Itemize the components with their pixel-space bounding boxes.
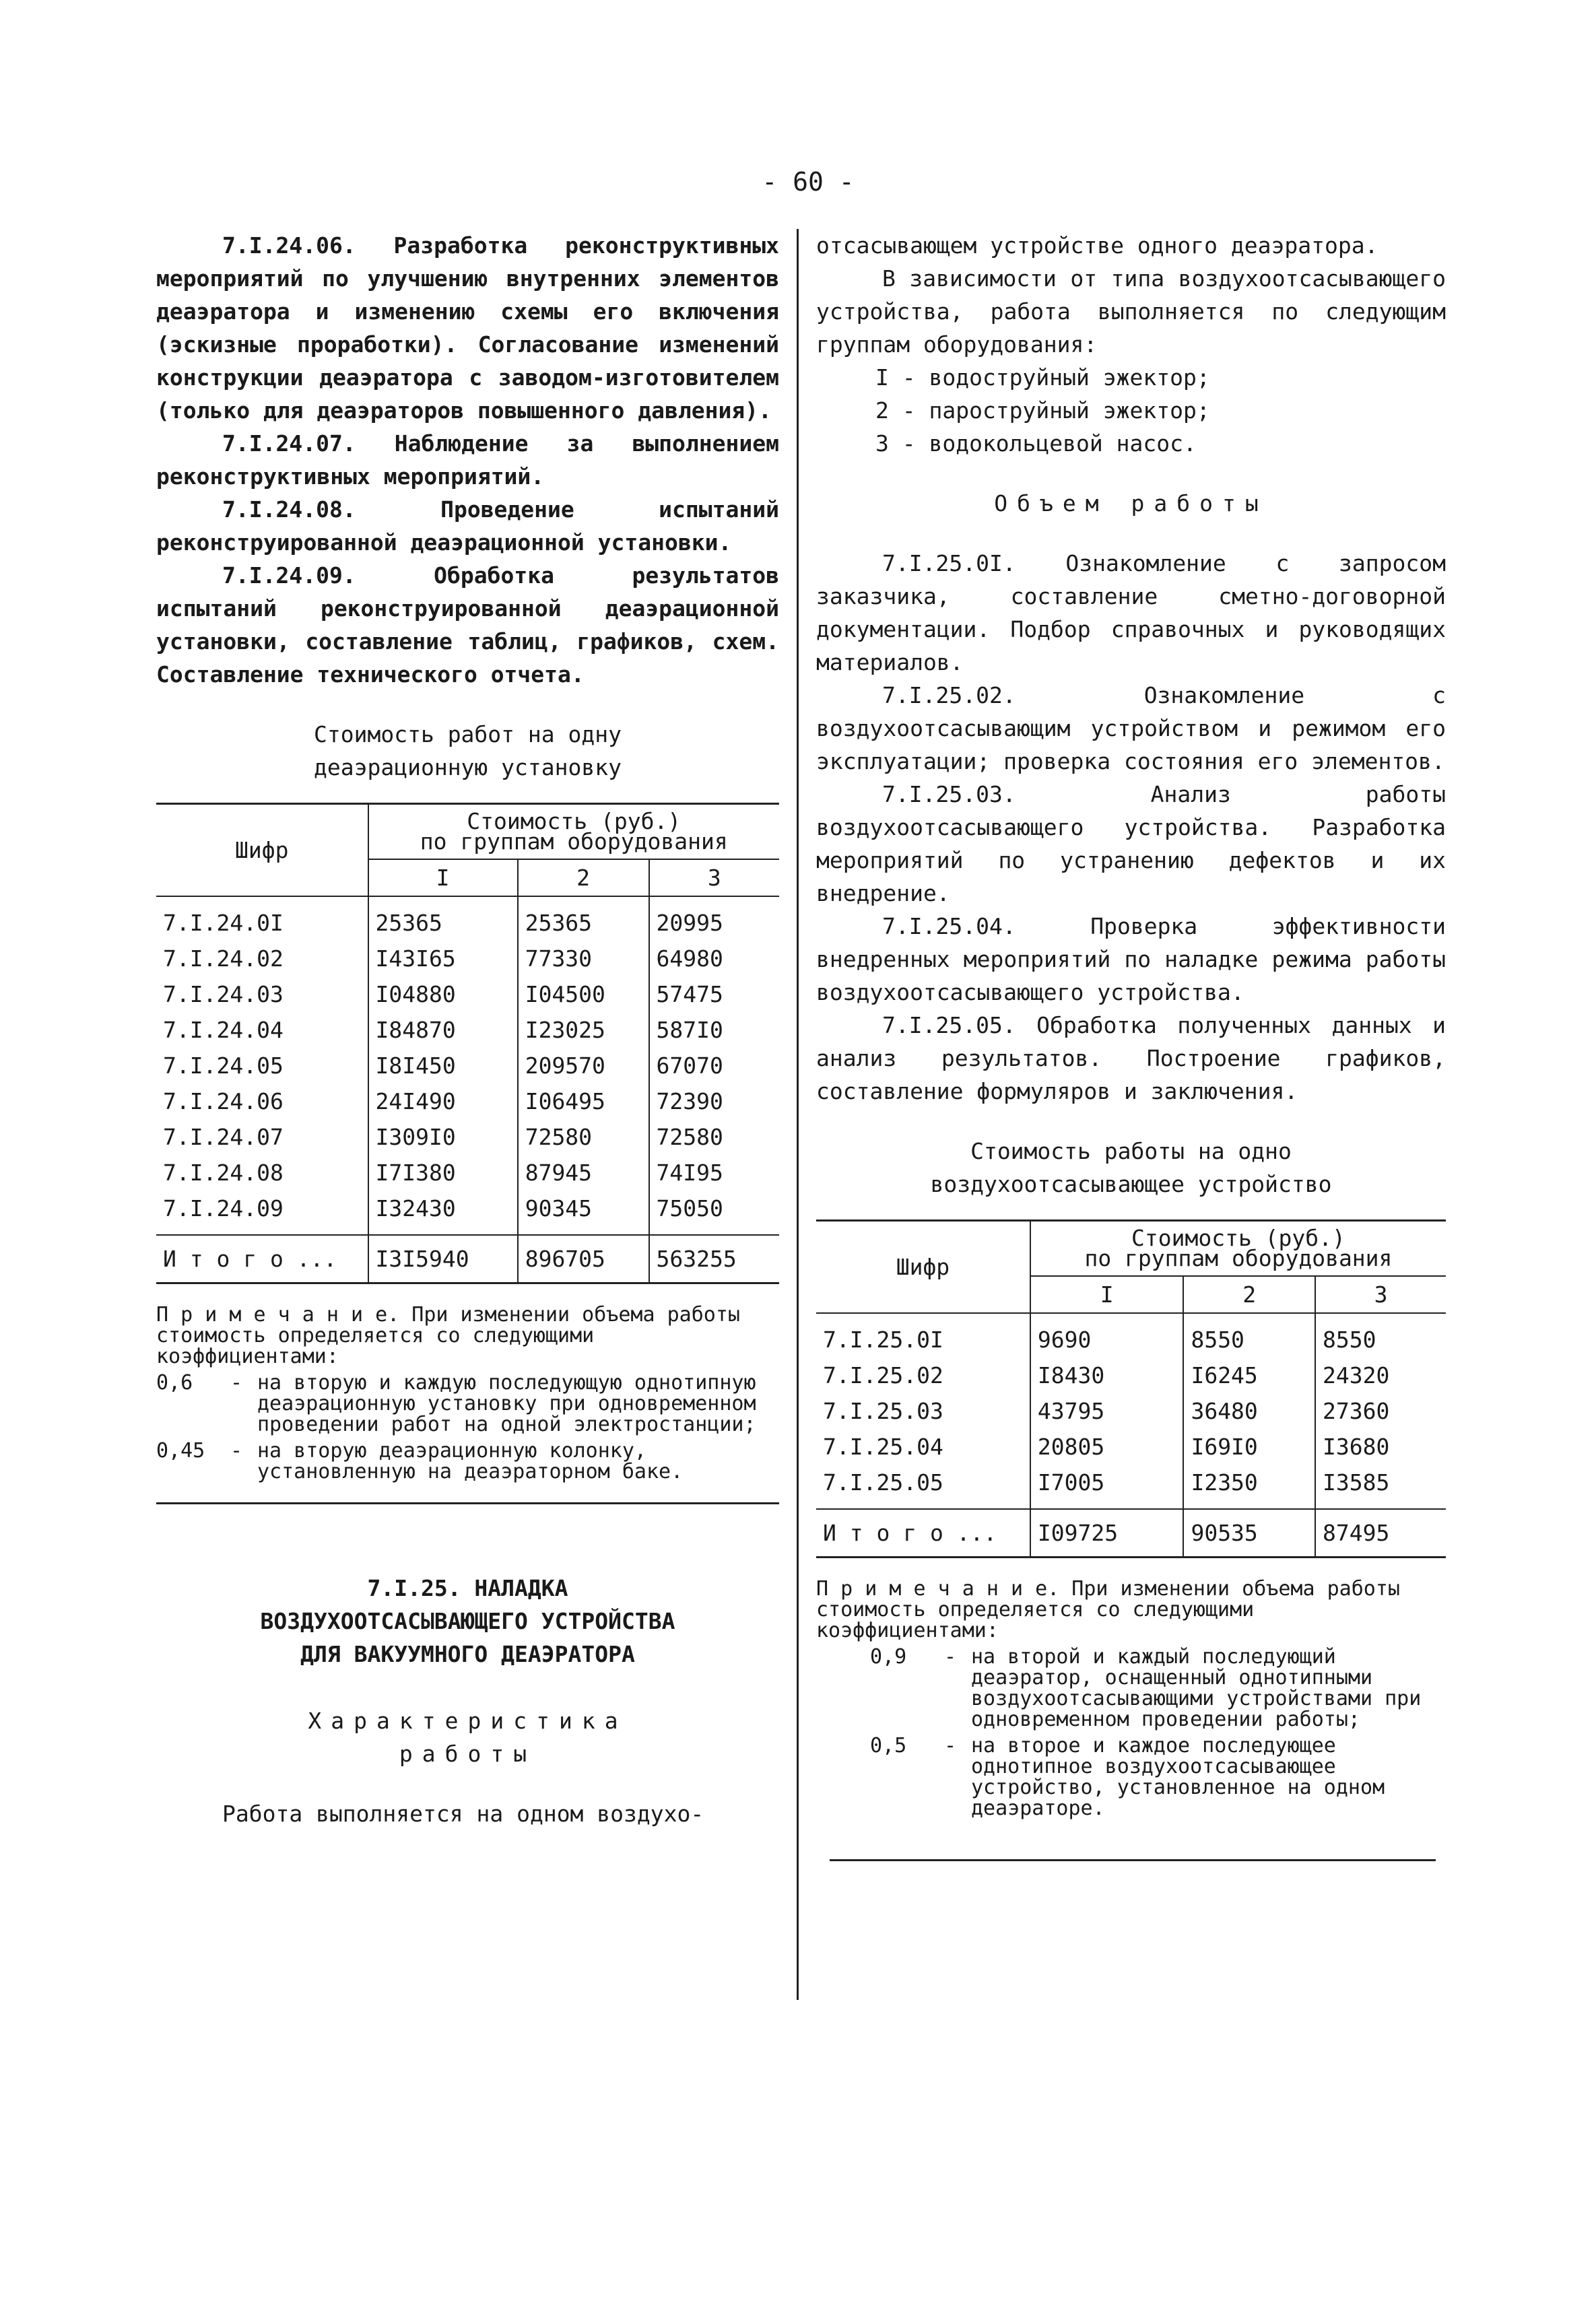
row-cost: I3680 <box>1315 1429 1446 1465</box>
table-caption: Стоимость работы на одно воздухоотсасывающее устройство <box>930 1138 1332 1197</box>
row-cost: 209570 <box>518 1048 649 1083</box>
cost-header: Стоимость (руб.) по группам оборудования <box>368 805 780 859</box>
table-row <box>156 976 779 1012</box>
note-title: П р и м е ч а н и е. <box>816 1577 1060 1601</box>
row-cost: 8550 <box>1183 1313 1315 1358</box>
row-cost: I3585 <box>1315 1465 1446 1509</box>
row-code: 7.I.25.03 <box>823 1398 943 1424</box>
row-cost: 36480 <box>1183 1393 1315 1429</box>
note-coef: 0,6 <box>156 1371 193 1395</box>
group-header: 3 <box>1315 1276 1446 1313</box>
note: П р и м е ч а н и е. При изменении объема работы стоимость определяется со следующими коэффициентами: 0,9 - на второй и каждый последующий деаэратор, оснащенный однотипными воздухоотсасывающими устройствами при одновременном проведении работы; 0,5 - на второе и каждое последующее однотипное воздухоотсасывающее устройство, установленное на одном деаэраторе. <box>816 1578 1446 1861</box>
code-header: Шифр <box>156 805 368 896</box>
paragraph-7-1-24-06: 7.I.24.06. Разработка реконструктивных мероприятий по улучшению внутренних элементов деаэратора и изменению схемы его включения (эскизные проработки). Согласование изменений конструкции деаэратора с заводом-изготовителем (только для деаэраторов повышенного давления). <box>156 232 779 424</box>
group-item: I - водоструйный эжектор; <box>875 364 1210 391</box>
continuation-text: отсасывающем устройстве одного деаэратора. <box>816 232 1378 259</box>
row-cost: I7005 <box>1030 1465 1184 1509</box>
row-cost: I6245 <box>1183 1358 1315 1393</box>
row-cost: I32430 <box>368 1191 518 1235</box>
row-cost: 87945 <box>518 1155 649 1191</box>
row-cost: 8550 <box>1315 1313 1446 1358</box>
table-row <box>816 1429 1446 1465</box>
group-header: 3 <box>649 859 779 896</box>
group-header: I <box>368 859 518 896</box>
table-row <box>156 941 779 976</box>
paragraph-7-1-24-09: 7.I.24.09. Обработка результатов испытаний реконструированной деаэрационной установки, составление таблиц, графиков, схем. Составление технического отчета. <box>156 562 779 688</box>
row-cost: 75050 <box>649 1191 779 1235</box>
table-row <box>816 1465 1446 1509</box>
table-row <box>816 1358 1446 1393</box>
table-row <box>156 1012 779 1048</box>
row-cost: 24320 <box>1315 1358 1446 1393</box>
table-row <box>156 1155 779 1191</box>
paragraph-7-1-25-01: 7.I.25.0I. Ознакомление с запросом заказчика, составление сметно-договорной документации. Подбор справочных и руководящих материалов. <box>816 550 1446 675</box>
note-item-text: на второе и каждое последующее однотипное воздухоотсасывающее устройство, установленное на одном деаэраторе. <box>971 1734 1385 1820</box>
row-code: 7.I.25.05 <box>823 1469 943 1496</box>
row-code: 7.I.24.04 <box>163 1017 284 1043</box>
row-cost: 77330 <box>518 941 649 976</box>
row-cost: I23025 <box>518 1012 649 1048</box>
row-code: 7.I.25.04 <box>823 1434 943 1460</box>
code-header: Шифр <box>816 1222 1030 1313</box>
table-row <box>156 1048 779 1083</box>
note-coef: 0,45 <box>156 1439 205 1463</box>
note-item-text: на вторую и каждую последующую однотипную деаэрационную установку при одновременном проведении работ на одной электростанции; <box>257 1371 756 1436</box>
row-cost: 67070 <box>649 1048 779 1083</box>
right-column <box>816 229 1446 1861</box>
row-code: 7.I.24.0I <box>163 910 284 936</box>
left-column <box>156 229 779 1830</box>
cost-table-air-extractor <box>816 1219 1446 1558</box>
paragraph-7-1-25-02: 7.I.25.02. Ознакомление с воздухоотсасывающим устройством и режимом его эксплуатации; проверка состояния его элементов. <box>816 682 1446 774</box>
row-cost: 20995 <box>649 896 779 941</box>
row-cost: I69I0 <box>1183 1429 1315 1465</box>
row-cost: 587I0 <box>649 1012 779 1048</box>
row-cost: 24I490 <box>368 1083 518 1119</box>
group-item: 2 - пароструйный эжектор; <box>875 397 1210 424</box>
group-item: 3 - водокольцевой насос. <box>875 430 1197 457</box>
row-code: 7.I.25.0I <box>823 1327 943 1353</box>
characteristic-text: Работа выполняется на одном воздухо- <box>222 1801 704 1827</box>
note: П р и м е ч а н и е. При изменении объема работы стоимость определяется со следующими коэффициентами: 0,6 - на вторую и каждую последующую однотипную деаэрационную установку при одновременном проведении работ на одной электростанции; 0,45 - на вторую деаэрационную колонку, установленную на деаэраторном баке. <box>156 1304 779 1504</box>
group-header: I <box>1030 1276 1184 1313</box>
table-row <box>816 1393 1446 1429</box>
row-cost: 90345 <box>518 1191 649 1235</box>
row-cost: 72580 <box>649 1119 779 1155</box>
row-cost: 9690 <box>1030 1313 1184 1358</box>
row-cost: I06495 <box>518 1083 649 1119</box>
equipment-groups <box>816 361 1446 460</box>
paragraph-7-1-25-05: 7.I.25.05. Обработка полученных данных и анализ результатов. Построение графиков, составление формуляров и заключения. <box>816 1012 1446 1104</box>
note-item-text: на второй и каждый последующий деаэратор, оснащенный однотипными воздухоотсасывающими устройствами при одновременном проведении работы; <box>971 1645 1422 1731</box>
table-row <box>816 1313 1446 1358</box>
paragraph-7-1-25-03: 7.I.25.03. Анализ работы воздухоотсасывающего устройства. Разработка мероприятий по устранению дефектов и их внедрение. <box>816 781 1446 906</box>
page-number: - 60 - <box>762 167 855 197</box>
row-code: 7.I.25.02 <box>823 1362 943 1388</box>
row-cost: I2350 <box>1183 1465 1315 1509</box>
row-cost: I43I65 <box>368 941 518 976</box>
scope-heading: Объем работы <box>994 490 1268 516</box>
table-row <box>156 1191 779 1235</box>
dependence-text: В зависимости от типа воздухоотсасывающего устройства, работа выполняется по следующим группам оборудования: <box>816 265 1446 358</box>
row-code: 7.I.24.08 <box>163 1160 284 1186</box>
row-cost: 72390 <box>649 1083 779 1119</box>
row-cost: 74I95 <box>649 1155 779 1191</box>
row-code: 7.I.24.02 <box>163 945 284 972</box>
group-header: 2 <box>1183 1276 1315 1313</box>
table-row <box>156 1119 779 1155</box>
row-code: 7.I.24.05 <box>163 1052 284 1079</box>
row-cost: 72580 <box>518 1119 649 1155</box>
note-title: П р и м е ч а н и е. <box>156 1303 400 1327</box>
cost-header: Стоимость (руб.) по группам оборудования <box>1030 1222 1446 1276</box>
row-cost: I84870 <box>368 1012 518 1048</box>
table-total-row: И т о г о ... I09725 90535 87495 <box>816 1509 1446 1556</box>
note-item-text: на вторую деаэрационную колонку, установленную на деаэраторном баке. <box>257 1439 684 1483</box>
row-code: 7.I.24.06 <box>163 1088 284 1114</box>
paragraph-7-1-24-07: 7.I.24.07. Наблюдение за выполнением реконструктивных мероприятий. <box>156 430 779 490</box>
table-total-row: И т о г о ... I3I5940 896705 563255 <box>156 1235 779 1282</box>
cost-table-deaerator <box>156 803 779 1284</box>
row-cost: 43795 <box>1030 1393 1184 1429</box>
row-cost: I309I0 <box>368 1119 518 1155</box>
row-cost: I7I380 <box>368 1155 518 1191</box>
row-cost: I04500 <box>518 976 649 1012</box>
row-cost: 25365 <box>368 896 518 941</box>
row-cost: 20805 <box>1030 1429 1184 1465</box>
note-coef: 0,9 <box>870 1645 907 1669</box>
row-code: 7.I.24.09 <box>163 1195 284 1222</box>
row-cost: 57475 <box>649 976 779 1012</box>
table-row <box>156 896 779 941</box>
row-code: 7.I.24.07 <box>163 1124 284 1150</box>
group-header: 2 <box>518 859 649 896</box>
row-cost: I8430 <box>1030 1358 1184 1393</box>
note-coef: 0,5 <box>870 1734 907 1758</box>
table-row <box>156 1083 779 1119</box>
row-cost: 64980 <box>649 941 779 976</box>
characteristic-heading: Характеристика работы <box>308 1708 628 1767</box>
column-divider <box>797 229 799 2000</box>
section-title: 7.I.25. НАЛАДКА ВОЗДУХООТСАСЫВАЮЩЕГО УСТРОЙСТВА ДЛЯ ВАКУУМНОГО ДЕАЭРАТОРА <box>260 1575 675 1667</box>
paragraph-7-1-24-08: 7.I.24.08. Проведение испытаний реконструированной деаэрационной установки. <box>156 496 779 556</box>
row-cost: 25365 <box>518 896 649 941</box>
row-cost: I8I450 <box>368 1048 518 1083</box>
row-cost: 27360 <box>1315 1393 1446 1429</box>
paragraph-7-1-25-04: 7.I.25.04. Проверка эффективности внедренных мероприятий по наладке режима работы воздухоотсасывающего устройства. <box>816 913 1446 1005</box>
row-code: 7.I.24.03 <box>163 981 284 1007</box>
row-cost: I04880 <box>368 976 518 1012</box>
table-caption: Стоимость работ на одну деаэрационную установку <box>314 721 622 780</box>
